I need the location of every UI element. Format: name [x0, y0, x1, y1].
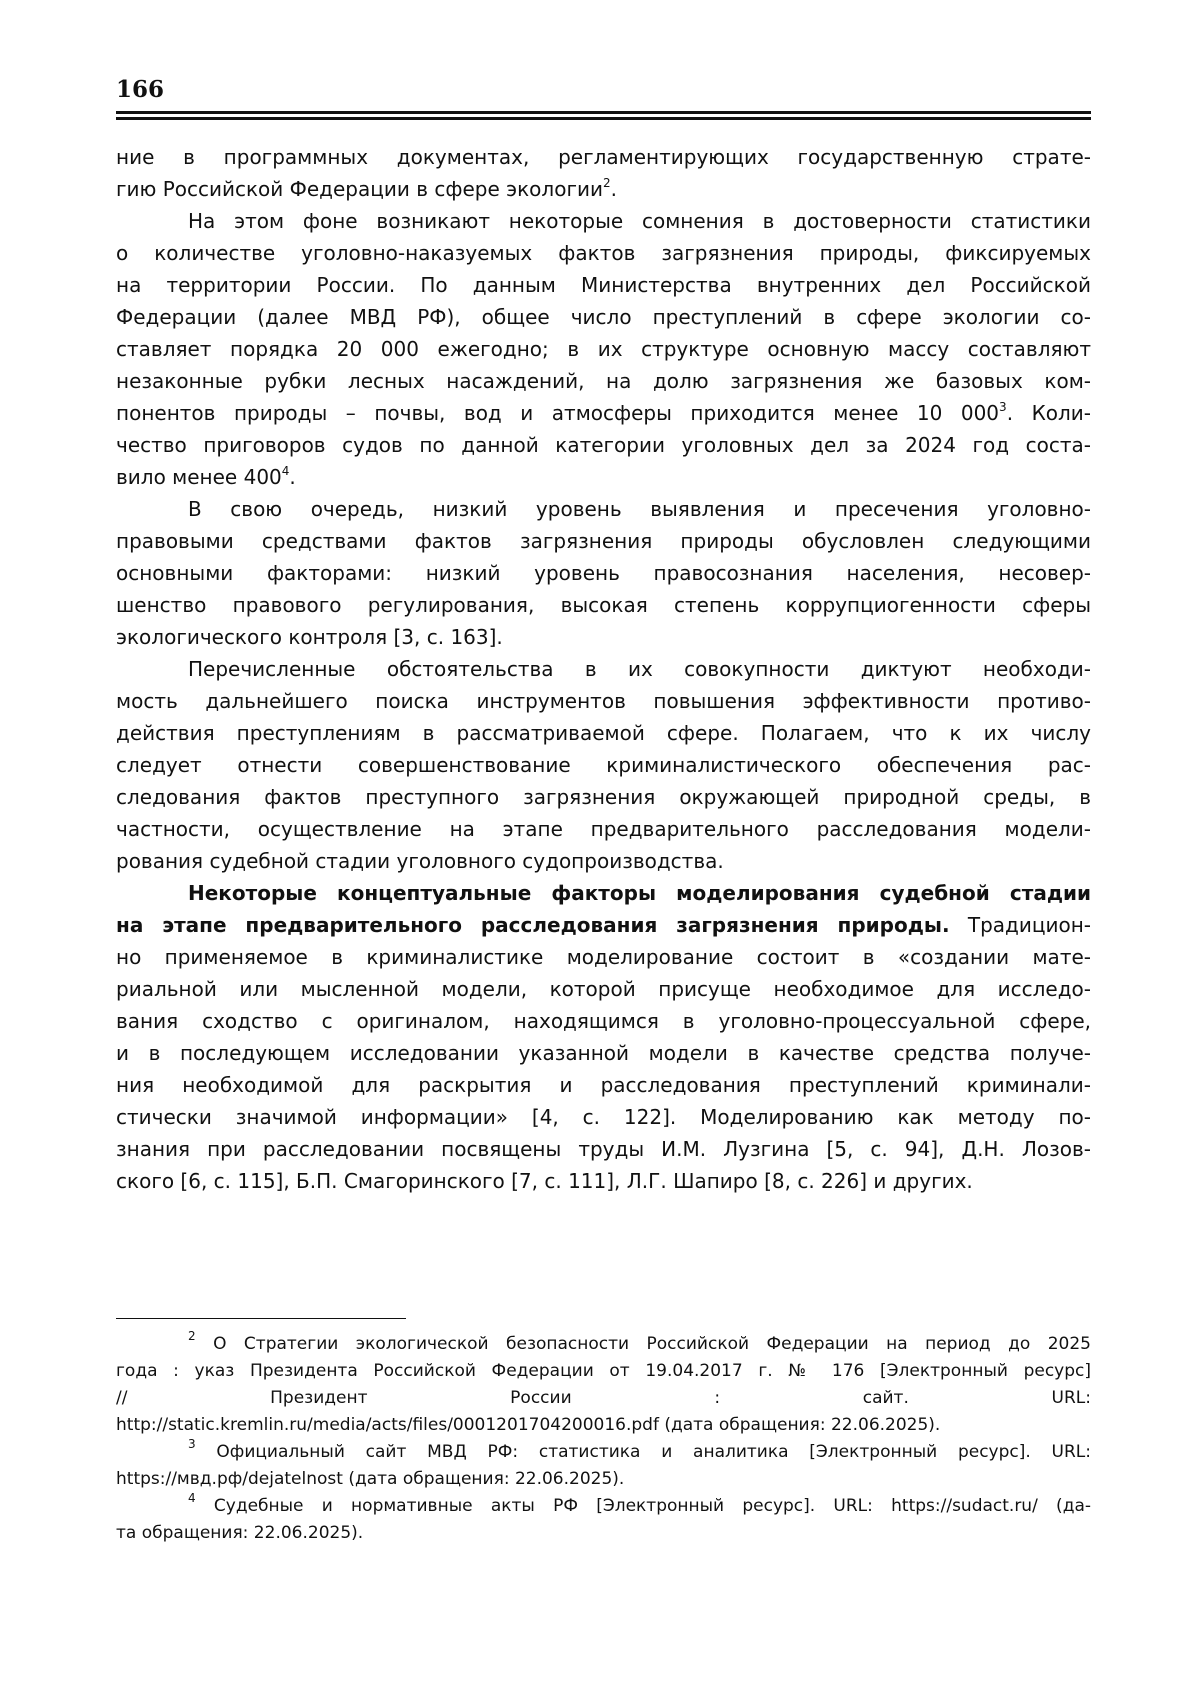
text-line: и в последующем исследовании указанной модели в качестве средства получе- — [116, 1041, 1091, 1065]
text-line: но применяемое в криминалистике моделирование состоит в «создании мате- — [116, 945, 1091, 969]
text-line: следования фактов преступного загрязнения окружающей природной среды, в — [116, 785, 1091, 809]
footnote-4 — [116, 1493, 1091, 1547]
text-line: знания при расследовании посвящены труды И.М. Лузгина [5, с. 94], Д.Н. Лозов- — [116, 1137, 1091, 1161]
text-line: гию Российской Федерации в сфере экологии$^2$. — [116, 176, 617, 201]
text-line: основными факторами: низкий уровень правосознания населения, несовер- — [116, 561, 1091, 585]
paragraph-3 — [116, 493, 1091, 653]
text-line: мость дальнейшего поиска инструментов повышения эффективности противо- — [116, 689, 1091, 713]
text-line: правовыми средствами фактов загрязнения природы обусловлен следующими — [116, 529, 1091, 553]
text-line: На этом фоне возникают некоторые сомнения в достоверности статистики — [188, 209, 1091, 233]
footnote-line: $^3$ Официальный сайт МВД РФ: статистика и аналитика [Электронный ресурс]. URL: — [188, 1437, 1091, 1462]
text-line: шенство правового регулирования, высокая степень коррупциогенности сферы — [116, 593, 1091, 617]
paragraph-4 — [116, 653, 1091, 877]
footnote-line: // Президент России : сайт. URL: — [116, 1388, 1091, 1408]
text-line: о количестве уголовно-наказуемых фактов загрязнения природы, фиксируемых — [116, 241, 1091, 265]
paragraph-2 — [116, 205, 1091, 493]
text-line: вания сходство с оригиналом, находящимся в уголовно-процессуальной сфере, — [116, 1009, 1091, 1033]
footnote-2 — [116, 1331, 1091, 1439]
footnote-3 — [116, 1439, 1091, 1493]
footnote-ref: 4 — [281, 464, 290, 478]
text-line: стически значимой информации» [4, с. 122]. Моделированию как методу по- — [116, 1105, 1091, 1129]
footnote-ref: 2 — [602, 176, 611, 190]
paragraph-5 — [116, 877, 1091, 1197]
text-line: риальной или мысленной модели, которой присуще необходимое для исследо- — [116, 977, 1091, 1001]
text-line: на территории России. По данным Министерства внутренних дел Российской — [116, 273, 1091, 297]
footnote-ref: 3 — [999, 400, 1007, 414]
footnotes — [116, 1331, 1091, 1547]
text-line: действия преступлениям в рассматриваемой сфере. Полагаем, что к их числу — [116, 721, 1091, 745]
text-line: Перечисленные обстоятельства в их совокупности диктуют необходи- — [188, 657, 1091, 681]
footnote-number: 4 — [188, 1491, 196, 1505]
footnote-line: $^2$ О Стратегии экологической безопасности Российской Федерации на период до 2025 — [188, 1329, 1091, 1354]
text-line: экологического контроля [3, с. 163]. — [116, 625, 503, 649]
footnote-line: $^4$ Судебные и нормативные акты РФ [Электронный ресурс]. URL: https://sudact.ru/ (да- — [188, 1491, 1091, 1516]
paragraph-1 — [116, 141, 1091, 205]
footnote-line: http://static.kremlin.ru/media/acts/files/0001201704200016.pdf (дата обращения: 22.06.2025). — [116, 1415, 941, 1435]
page-number: 166 — [116, 76, 165, 103]
footnote-line: года : указ Президента Российской Федерации от 19.04.2017 г. № 176 [Электронный ресурс] — [116, 1361, 1091, 1381]
text-line: ского [6, с. 115], Б.П. Смагоринского [7, с. 111], Л.Г. Шапиро [8, с. 226] и других. — [116, 1169, 973, 1193]
footnote-number: 3 — [188, 1437, 196, 1451]
text-line: ставляет порядка 20 000 ежегодно; в их структуре основную массу составляют — [116, 337, 1091, 361]
footnote-number: 2 — [188, 1329, 196, 1343]
text-line: вило менее $400^4$. — [116, 464, 296, 489]
text-line: понентов природы – почвы, вод и атмосферы приходится менее 10 $000^3$. Коли- — [116, 400, 1091, 425]
text-line: ние в программных документах, регламентирующих государственную страте- — [116, 145, 1091, 169]
header-rule — [116, 111, 1091, 114]
text-line: незаконные рубки лесных насаждений, на долю загрязнения же базовых ком- — [116, 369, 1091, 393]
text-line: В свою очередь, низкий уровень выявления и пресечения уголовно- — [188, 497, 1091, 521]
section-heading: Некоторые концептуальные факторы моделирования судебной стадии — [188, 881, 1091, 905]
body-text — [116, 141, 1091, 1197]
text-line — [116, 877, 1091, 909]
text-line: Федерации (далее МВД РФ), общее число преступлений в сфере экологии со- — [116, 305, 1091, 329]
footnote-rule — [116, 1318, 406, 1319]
text-line: следует отнести совершенствование криминалистического обеспечения рас- — [116, 753, 1091, 777]
text-line: частности, осуществление на этапе предварительного расследования модели- — [116, 817, 1091, 841]
text-line: чество приговоров судов по данной категории уголовных дел за 2024 год соста- — [116, 433, 1091, 457]
section-heading: на этапе предварительного расследования загрязнения природы. — [116, 913, 950, 937]
text-line: на этапе предварительного расследования загрязнения природы. Традицион- — [116, 913, 1091, 937]
text-line: ния необходимой для раскрытия и расследования преступлений криминали- — [116, 1073, 1091, 1097]
text-line: рования судебной стадии уголовного судопроизводства. — [116, 849, 724, 873]
footnote-line: https://мвд.рф/dejatelnost (дата обращения: 22.06.2025). — [116, 1469, 625, 1489]
footnote-line: та обращения: 22.06.2025). — [116, 1523, 364, 1543]
